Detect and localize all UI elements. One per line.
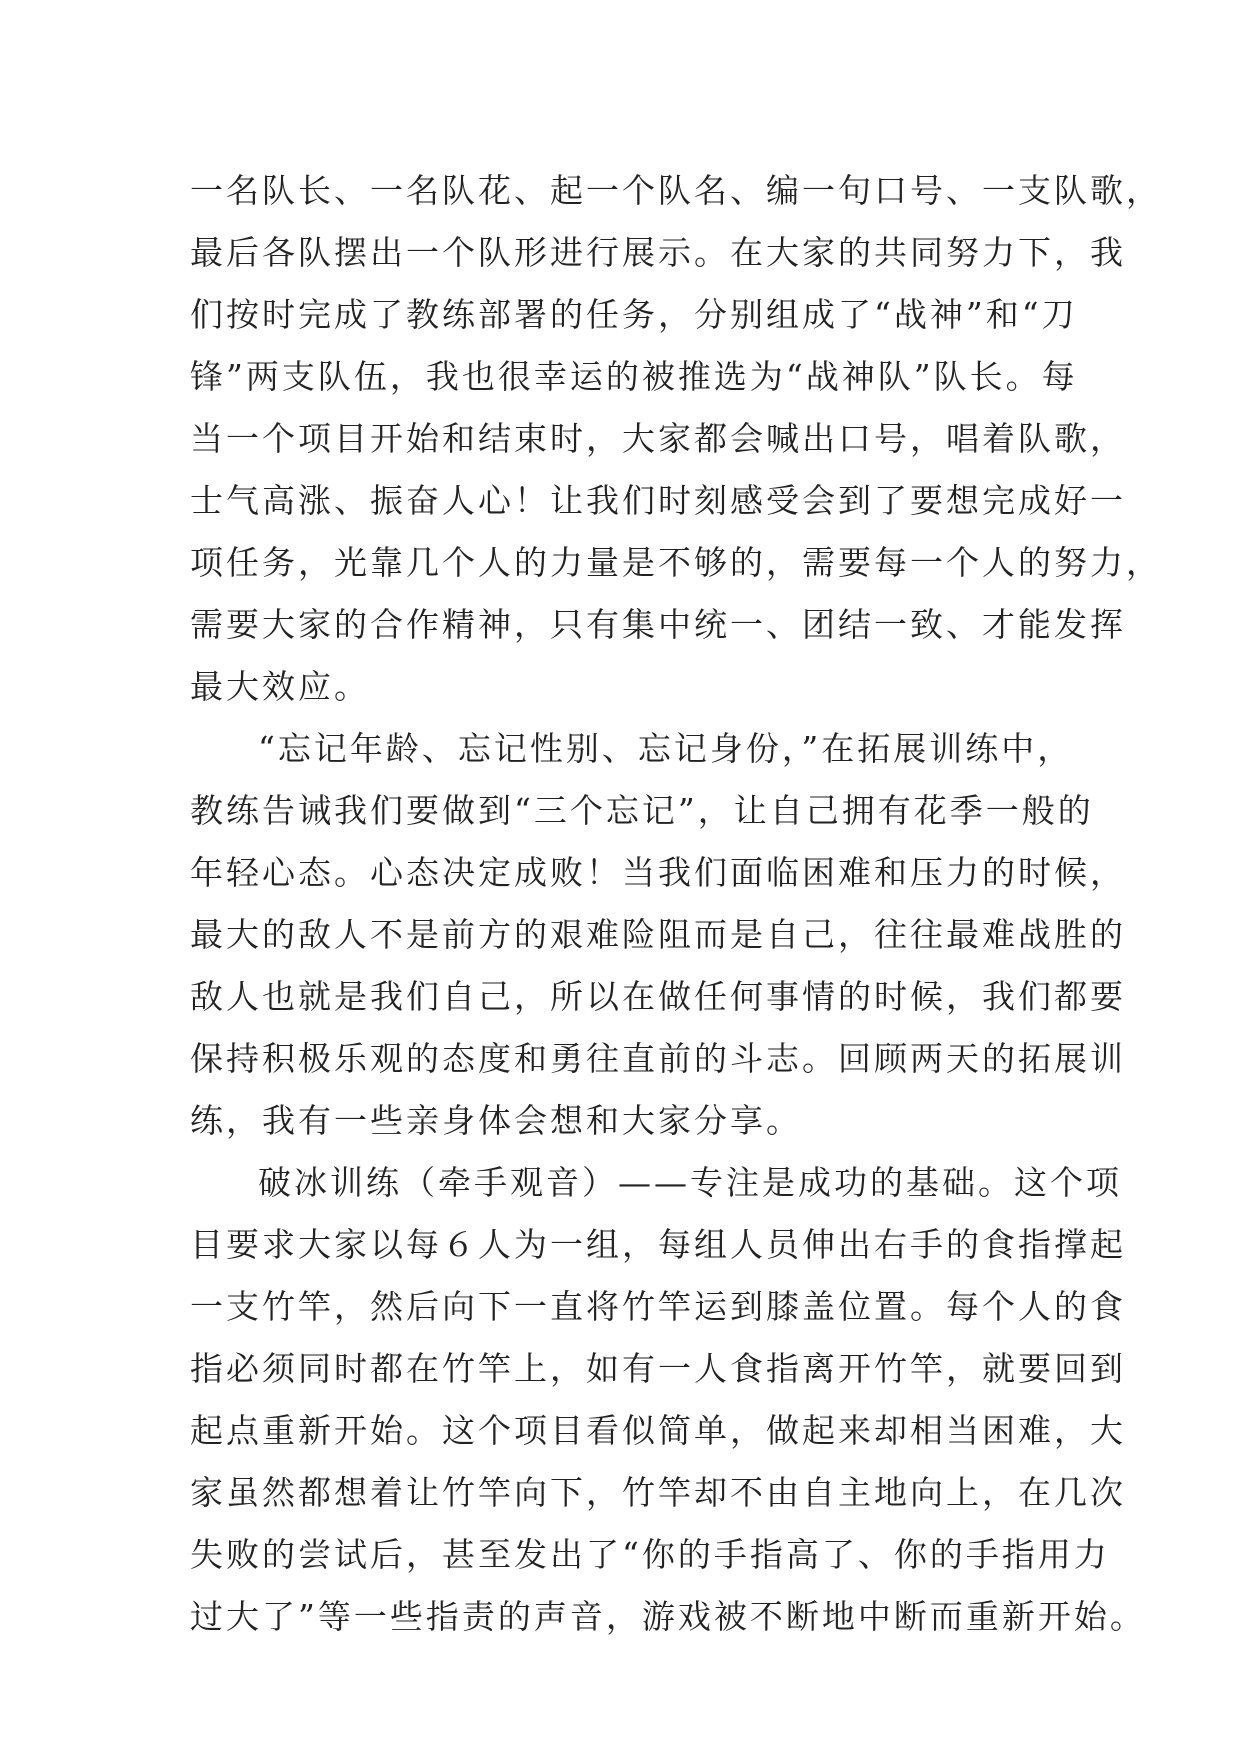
text-line: 目要求大家以每６人为一组，每组人员伸出右手的食指撑起 bbox=[190, 1225, 1126, 1264]
document-body bbox=[190, 160, 1162, 1648]
text-line: 练，我有一些亲身体会想和大家分享。 bbox=[190, 1101, 802, 1140]
text-line: 教练告诫我们要做到“三个忘记”，让自己拥有花季一般的 bbox=[190, 791, 1094, 830]
text-line: 最后各队摆出一个队形进行展示。在大家的共同努力下，我 bbox=[190, 233, 1126, 272]
text-line: 当一个项目开始和结束时，大家都会喊出口号，唱着队歌， bbox=[190, 419, 1126, 458]
text-line: 最大效应。 bbox=[190, 667, 370, 706]
text-line: 敌人也就是我们自己，所以在做任何事情的时候，我们都要 bbox=[190, 977, 1126, 1016]
text-line: 士气高涨、振奋人心！让我们时刻感受会到了要想完成好一 bbox=[190, 481, 1126, 520]
text-line: 失败的尝试后，甚至发出了“你的手指高了、你的手指用力 bbox=[190, 1535, 1110, 1574]
text-line: 锋”两支队伍，我也很幸运的被推选为“战神队”队长。每 bbox=[190, 357, 1078, 396]
document-page bbox=[190, 160, 1162, 1648]
text-line: 指必须同时都在竹竿上，如有一人食指离开竹竿，就要回到 bbox=[190, 1349, 1126, 1388]
text-line: 家虽然都想着让竹竿向下，竹竿却不由自主地向上，在几次 bbox=[190, 1473, 1126, 1512]
text-line: 一名队长、一名队花、起一个队名、编一句口号、一支队歌， bbox=[190, 171, 1162, 210]
text-line: 保持积极乐观的态度和勇往直前的斗志。回顾两天的拓展训 bbox=[190, 1039, 1126, 1078]
text-line: 们按时完成了教练部署的任务，分别组成了“战神”和“刀 bbox=[190, 295, 1078, 334]
text-line: 年轻心态。心态决定成败！当我们面临困难和压力的时候， bbox=[190, 853, 1126, 892]
text-line: 最大的敌人不是前方的艰难险阻而是自己，往往最难战胜的 bbox=[190, 915, 1126, 954]
text-line: 起点重新开始。这个项目看似简单，做起来却相当困难，大 bbox=[190, 1411, 1126, 1450]
text-line: 一支竹竿，然后向下一直将竹竿运到膝盖位置。每个人的食 bbox=[190, 1287, 1126, 1326]
paragraph-first-line: “忘记年龄、忘记性别、忘记身份，”在拓展训练中， bbox=[258, 729, 1074, 768]
text-line: 需要大家的合作精神，只有集中统一、团结一致、才能发挥 bbox=[190, 605, 1126, 644]
paragraph-first-line: 破冰训练（牵手观音）——专注是成功的基础。这个项 bbox=[258, 1163, 1122, 1202]
text-line: 项任务，光靠几个人的力量是不够的，需要每一个人的努力， bbox=[190, 543, 1162, 582]
text-line: 过大了”等一些指责的声音，游戏被不断地中断而重新开始。 bbox=[190, 1597, 1146, 1636]
